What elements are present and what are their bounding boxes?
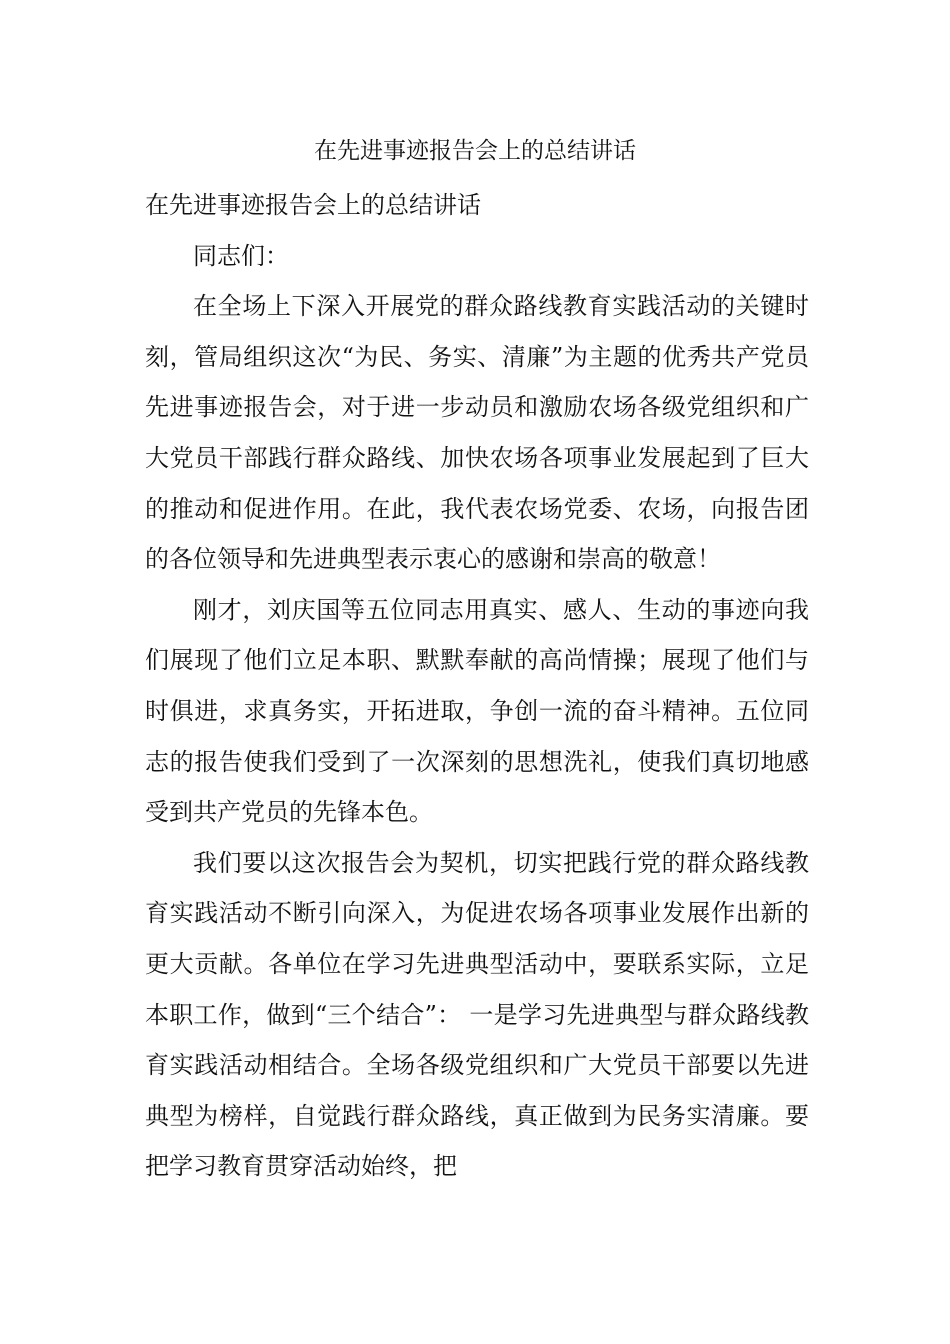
document-body [145, 180, 809, 1192]
paragraph-1: 在全场上下深入开展党的群众路线教育实践活动的关键时刻，管局组织这次“为民、务实、清廉”为主题的优秀共产党员先进事迹报告会，对于进一步动员和激励农场各级党组织和广大党员干部践行群众路线、加快农场各项事业发展起到了巨大的推动和促进作用。在此，我代表农场党委、农场，向报告团的各位领导和先进典型表示衷心的感谢和崇高的敬意！ [145, 292, 809, 574]
paragraph-2: 刚才，刘庆国等五位同志用真实、感人、生动的事迹向我们展现了他们立足本职、默默奉献的高尚情操；展现了他们与时俱进，求真务实，开拓进取，争创一流的奋斗精神。五位同志的报告使我们受到了一次深刻的思想洗礼，使我们真切地感受到共产党员的先锋本色。 [145, 595, 809, 827]
greeting: 同志们： [193, 241, 289, 270]
document-subtitle: 在先进事迹报告会上的总结讲话 [145, 191, 481, 219]
document-title: 在先进事迹报告会上的总结讲话 [314, 138, 636, 164]
paragraph-3: 我们要以这次报告会为契机，切实把践行党的群众路线教育实践活动不断引向深入，为促进农场各项事业发展作出新的更大贡献。各单位在学习先进典型活动中，要联系实际，立足本职工作，做到“三个结合”： 一是学习先进典型与群众路线教育实践活动相结合。全场各级党组织和广大党员干部要以先进典型为榜样，自觉践行群众路线，真正做到为民务实清廉。要把学习教育贯穿活动始终，把 [145, 848, 809, 1181]
